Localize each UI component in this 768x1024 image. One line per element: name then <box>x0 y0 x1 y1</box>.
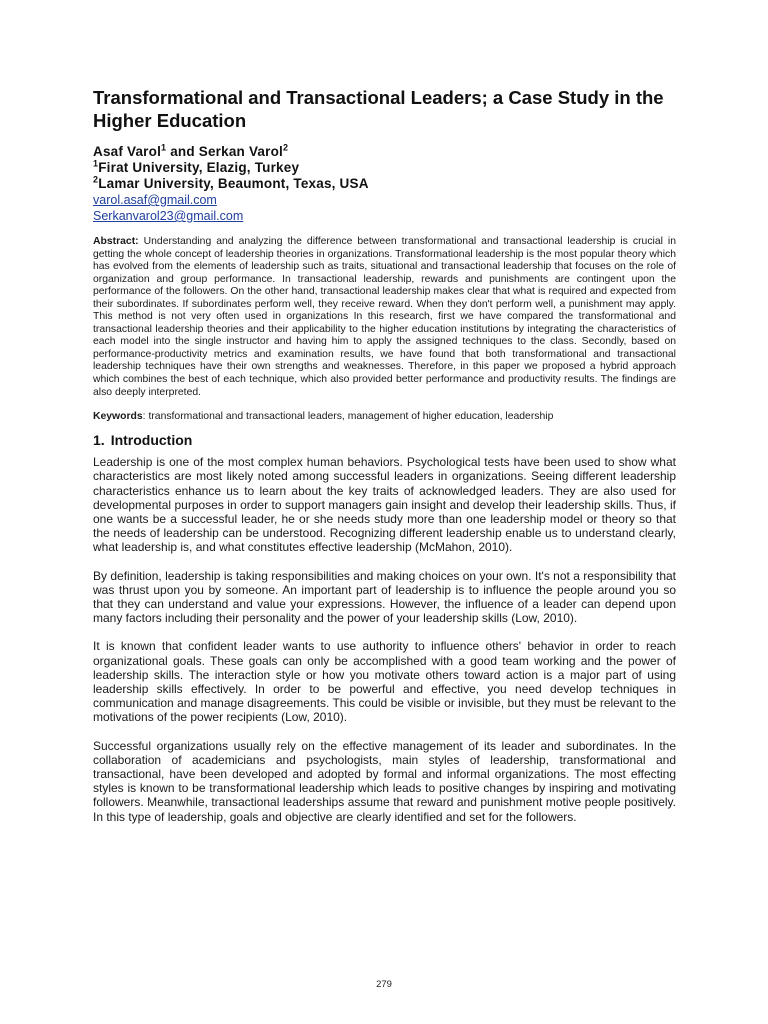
author-1-superscript: 1 <box>161 142 167 153</box>
affiliation-2-text: Lamar University, Beaumont, Texas, USA <box>98 176 369 191</box>
intro-paragraph-2: By definition, leadership is taking responsibilities and making choices on your own. It's not a responsibility that was thrust upon you by someone. An important part of leadership is to influence the people around you so that they can understand and value your expressions. However, the influence of a leader can depend upon many factors including their personality and the power of your leadership skills (Low, 2010). <box>93 568 676 626</box>
intro-paragraph-4: Successful organizations usually rely on the effective management of its leader and subordinates. In the collaboration of academicians and psychologists, main styles of leadership, transformational and transactional, have been developed and adopted by formal and informal organizations. The most effecting styles is known to be transformational leadership which leads to positive changes by inspiring and motivating followers. Meanwhile, transactional leaderships assume that reward and punishment motive people positively. In this type of leadership, goals and objective are clearly identified and set for the followers. <box>93 738 676 824</box>
email-link-1[interactable]: varol.asaf@gmail.com <box>93 193 217 207</box>
affiliation-2-superscript: 2 <box>93 174 99 185</box>
paper-page <box>93 86 676 824</box>
page-number: 279 <box>376 979 392 990</box>
paper-title: Transformational and Transactional Leaders; a Case Study in the Higher Education <box>93 87 664 131</box>
section-number: 1. <box>93 432 105 449</box>
affiliation-1-superscript: 1 <box>93 158 99 169</box>
intro-paragraph-1: Leadership is one of the most complex human behaviors. Psychological tests have been used to show what characteristics are most likely noted among successful leaders in organizations. Seeing different leadership characteristics enhance us to learn about the key traits of acknowledged leaders. They are also used for developmental purposes in order to support managers gain insight and develop their leadership skills. Thus, if one wants be a successful leader, he or she needs study more than one leadership model or theory so that the needs of leadership can be understood. Recognizing different leadership enable us to understand clearly, what leadership is, and what constitutes effective leadership (McMahon, 2010). <box>93 455 676 555</box>
author-conjunction: and <box>166 144 199 159</box>
author-2-superscript: 2 <box>282 142 289 153</box>
author-2-name: Serkan Varol <box>198 144 283 159</box>
email-link-2[interactable]: Serkanvarol23@gmail.com <box>93 209 244 223</box>
keywords <box>93 410 676 423</box>
keywords-text: : transformational and transactional leaders, management of higher education, leadership <box>142 411 554 423</box>
section-title: Introduction <box>110 432 193 449</box>
section-heading-introduction <box>93 431 676 449</box>
author-1-name: Asaf Varol <box>93 144 162 159</box>
affiliation-2 <box>93 176 676 192</box>
abstract <box>93 236 676 399</box>
keywords-label: Keywords <box>93 411 143 423</box>
author-line <box>93 144 676 160</box>
abstract-label: Abstract: <box>93 236 139 247</box>
affiliation-1 <box>93 160 676 176</box>
abstract-text: Understanding and analyzing the difference between transformational and transactional leadership is crucial in getting the whole concept of leadership theories in organizations. Transformational leadership is the most popular theory which has evolved from the elements of leadership such as traits, situational and transactional leadership that focuses on the role of organization and group performance. In transactional leadership, rewards and punishments are contingent upon the performance of the followers. On the other hand, transactional leadership makes clear that what is required and expected from their subordinates. If subordinates perform well, they receive reward. When they don't perform well, a punishment may apply. This method is not very often used in organizations In this research, first we have compared the transformational and transactional leadership theories and their applicability to the higher education institutions by integrating the characteristics of each model into the single instructor and having him to apply the assigned techniques to the class. Secondly, based on performance-productivity metrics and examination results, we have found that both transformational and transactional leadership techniques have their own strengths and weaknesses. Therefore, in this paper we proposed a hybrid approach which combines the best of each technique, which also provided better performance and productivity results. The findings are also deeply interpreted. <box>93 236 677 398</box>
intro-paragraph-3: It is known that confident leader wants to use authority to influence others' behavior in order to reach organizational goals. These goals can only be accomplished with a good team working and the power of leadership skills. The interaction style or how you motivate others toward action is a major part of using leadership skills effectively. In order to be powerful and effective, you need develop techniques in communication and manage disagreements. This could be visible or invisible, but they must be relevant to the motivations of the power recipients (Low, 2010). <box>93 639 676 725</box>
affiliation-1-text: Firat University, Elazig, Turkey <box>98 160 300 175</box>
